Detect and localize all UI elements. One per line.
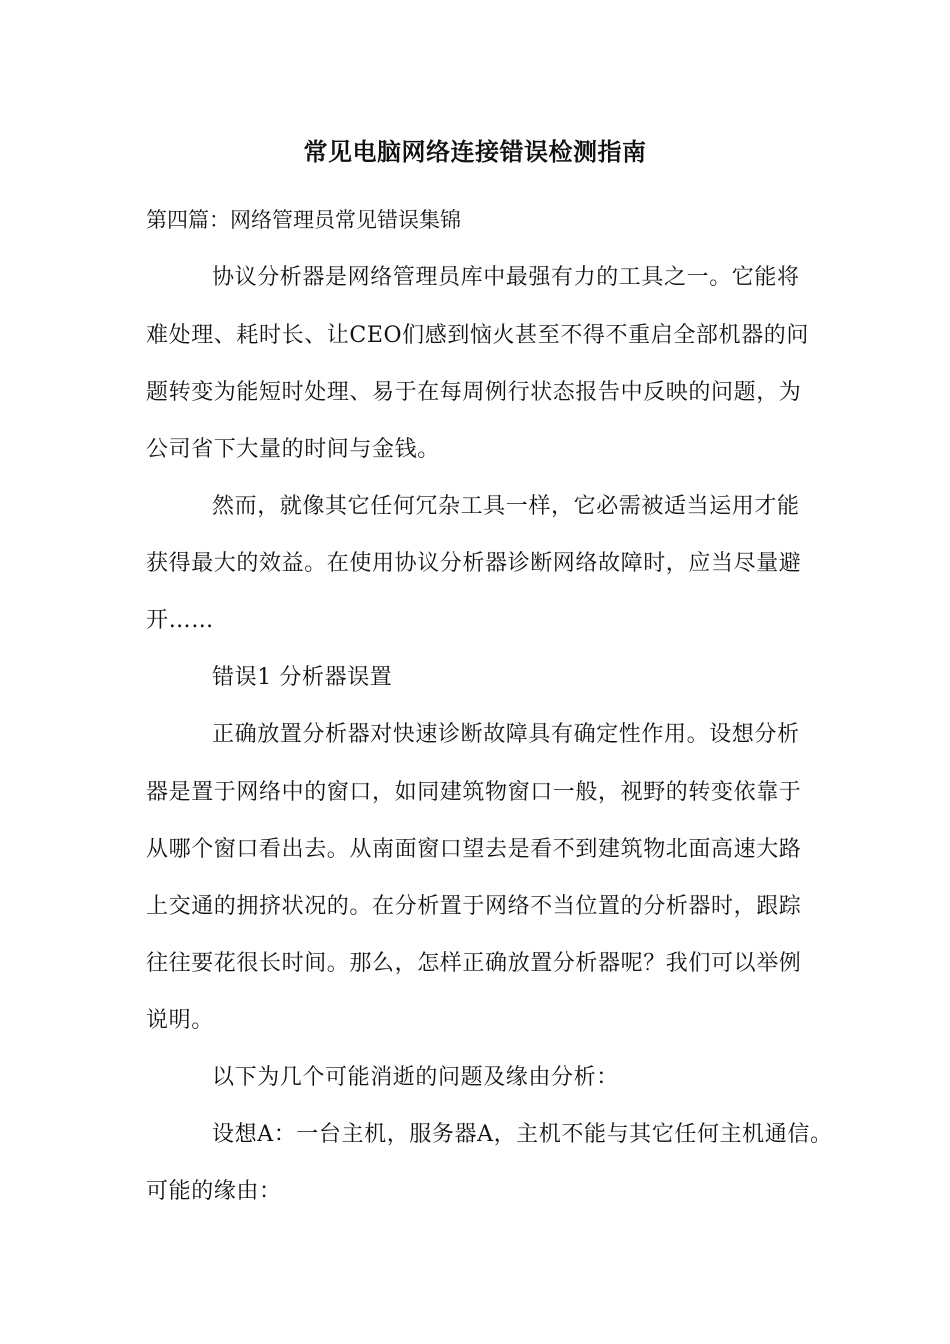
paragraph-line: 然而，就像其它任何冗杂工具一样，它必需被适当运用才能 bbox=[212, 494, 800, 519]
paragraph-line: 器是置于网络中的窗口，如同建筑物窗口一般，视野的转变依靠于 bbox=[146, 780, 802, 805]
paragraph-line: 以下为几个可能消逝的问题及缘由分析： bbox=[212, 1065, 619, 1090]
paragraph-line: 正确放置分析器对快速诊断故障具有确定性作用。设想分析 bbox=[212, 722, 800, 747]
paragraph-line: 开…… bbox=[146, 608, 214, 633]
paragraph-line: 上交通的拥挤状况的。在分析置于网络不当位置的分析器时，跟踪 bbox=[146, 894, 802, 919]
paragraph-line: 从哪个窗口看出去。从南面窗口望去是看不到建筑物北面高速大路 bbox=[146, 837, 802, 862]
paragraph-line: 公司省下大量的时间与金钱。 bbox=[146, 437, 440, 462]
paragraph-line: 题转变为能短时处理、易于在每周例行状态报告中反映的问题，为 bbox=[146, 380, 802, 405]
paragraph-line: 协议分析器是网络管理员库中最强有力的工具之一。它能将 bbox=[212, 265, 800, 290]
document-subtitle: 第四篇：网络管理员常见错误集锦 bbox=[146, 208, 461, 232]
paragraph-line: 往往要花很长时间。那么，怎样正确放置分析器呢？我们可以举例 bbox=[146, 951, 802, 976]
paragraph-line: 可能的缘由： bbox=[146, 1179, 282, 1204]
paragraph-line: 难处理、耗时长、让CEO们感到恼火甚至不得不重启全部机器的问 bbox=[146, 323, 809, 348]
document-title: 常见电脑网络连接错误检测指南 bbox=[303, 137, 647, 166]
paragraph-line: 设想A：一台主机，服务器A，主机不能与其它任何主机通信。 bbox=[212, 1122, 833, 1147]
paragraph-line: 说明。 bbox=[146, 1008, 214, 1033]
section-heading: 错误1 分析器误置 bbox=[212, 665, 393, 690]
paragraph-line: 获得最大的效益。在使用协议分析器诊断网络故障时，应当尽量避 bbox=[146, 551, 802, 576]
